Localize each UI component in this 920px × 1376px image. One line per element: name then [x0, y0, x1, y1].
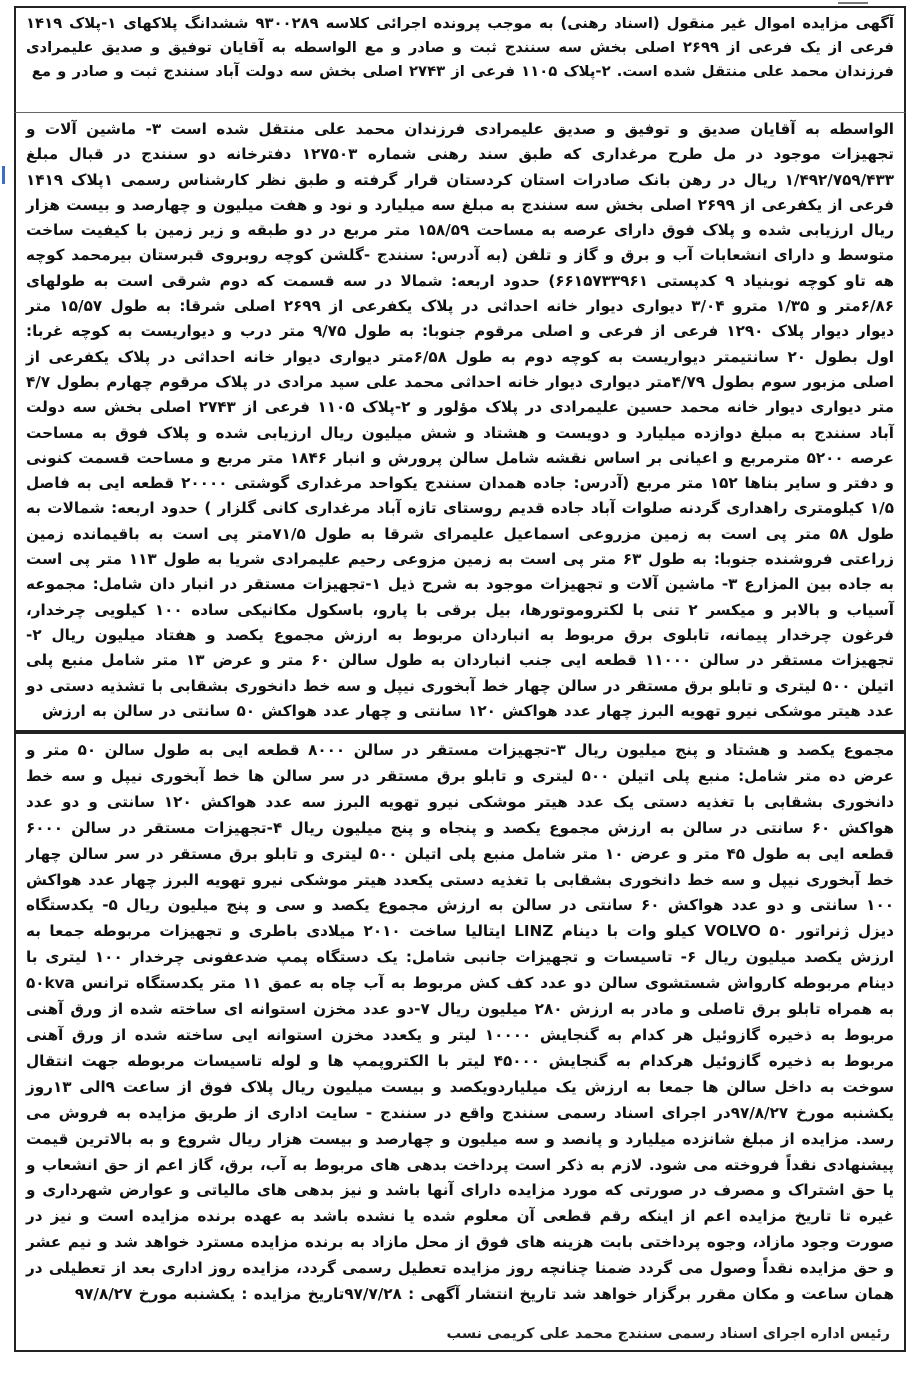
margin-mark	[2, 166, 11, 184]
notice-page	[14, 6, 906, 1370]
notice-body-block	[14, 112, 906, 732]
notice-body-paragraph: الواسطه به آقایان صدیق و توفیق و صدیق علیمرادی فرزندان محمد علی منتقل شده است ۳- ماشین آلات و تجهیزات موجود در مل طرح مرغداری که طبق سند رهنی شماره ۱۲۷۵۰۳ دفترخانه دو سنندج در قبال مبلغ ۱/۴۹۲/۷۵۹/۴۳۳ ریال در رهن بانک صادرات استان کردستان قرار گرفته و طبق نظر کارشناس رسمی ۱پلاک ۱۴۱۹ فرعی از یکفرعی از ۲۶۹۹ اصلی بخش سه سنندج به مبلغ سه میلیارد و نود و هفت میلیون و چهارصد و بیست هزار ریال ارزیابی شده و پلاک فوق دارای عرصه به مساحت ۱۵۸/۵۹ متر مربع در دو طبقه و زیر زمین با کیفیت ساخت متوسط و دارای انشعابات آب و برق و گاز و تلفن (به آدرس: سنندج -گلشن کوچه روبروی قبرستان بیرمحمد کوچه هه تاو کوچه نوبنیاد ۹ کدپستی ۶۶۱۵۷۳۳۹۶۱) حدود اربعه: شمالا در سه قسمت که دوم شرقی است به طولهای ۶/۸۶متر و ۱/۳۵ مترو ۳/۰۴ دیواری دیوار خانه احداثی در پلاک یکفرعی از ۲۶۹۹ اصلی شرقا: به طول ۱۵/۵۷ متر دیوار دیوار پلاک ۱۲۹۰ فرعی از فرعی و اصلی مرقوم جنوبا: به طول ۹/۷۵ متر درب و دیواریست به کوچه غربا: اول بطول ۲۰ سانتیمتر دیواریست به کوچه دوم به طول ۶/۵۸متر دیواری دیوار خانه احداثی در پلاک یکفرعی از اصلی مزبور سوم بطول ۴/۷۹متر دیواری دیوار خانه احداثی محمد علی سید مرادی در پلاک مرقوم چهارم بطول ۴/۷ متر دیواری دیوار خانه محمد حسین علیمرادی در پلاک مؤلور و ۲-پلاک ۱۱۰۵ فرعی از ۲۷۴۳ اصلی بخش سه دولت آباد سنندج به مبلغ دوازده میلیارد و دویست و هشتاد و شش میلیون ریال ارزیابی شده و پلاک فوق به مساحت عرصه ۵۲۰۰ مترمربع و اعیانی بر اساس نقشه شامل سالن پرورش و انبار ۱۸۴۶ متر مربع و مساحت قسمت کنونی و دفتر و سایر بناها ۱۵۲ متر مربع (آدرس: جاده همدان سنندج یکواحد مرغداری گوشتی ۲۰۰۰۰ قطعه ایی به فاصل ۱/۵ کیلومتری راهداری گردنه صلوات آباد جاده قدیم روستای تازه آباد مرغداری کانی گلزار ) حدود اربعه: شمالات به طول ۵۸ متر پی است به زمین مزروعی اسماعیل علیمرای شرقا به طول ۷۱/۵متر پی است به باقیمانده زمین زراعتی فروشنده جنوبا: به طول ۶۳ متر پی است به زمین مزوعی رحیم علیمرادی شریا به طول ۱۱۳ متر پی است به جاده بین المزارع ۳- ماشین آلات و تجهیزات موجود به شرح ذیل ۱-تجهیزات مستقر در انبار دان شامل: مجموعه آسیاب و بالابر و میکسر ۲ تنی با لکتروموتورها، بیل برقی با پارو، باسکول مکانیکی ساده ۱۰۰ کیلویی چرخدار، فرغون چرخدار پیمانه، تابلوی برق مربوط به انباردان مربوط به ارزش مجموع یکصد و هفتاد میلیون ریال ۲-تجهیزات مستقر در سالن ۱۱۰۰۰ قطعه ایی جنب انباردان به طول سالن ۶۰ متر و عرض ۱۳ متر شامل منبع پلی اتیلن ۵۰۰ لیتری و تابلو برق مستقر در سالن چهار خط آبخوری نیپل و سه خط دانخوری بشقابی با تشذیه دستی دو عدد هیتر موشکی نیرو تهویه البرز چهار عدد هواکش ۱۲۰ سانتی و چهار عدد هواکش ۵۰ سانتی در سالن به ارزش	[26, 120, 895, 720]
notice-closing-block	[14, 732, 906, 1352]
notice-header-block	[14, 6, 906, 112]
notice-signature: رئیس اداره اجرای اسناد رسمی سنندج محمد علی کریمی نسب	[446, 1326, 890, 1342]
notice-closing-paragraph: مجموع یکصد و هشتاد و پنج میلیون ریال ۳-تجهیزات مستقر در سالن ۸۰۰۰ قطعه ایی به طول سالن ۵۰ متر و عرض ده متر شامل: منبع پلی اتیلن ۵۰۰ لیتری و تابلو برق مستقر در سر سالن ها خط آبخوری نیپل و سه خط دانخوری بشقابی با تغذیه دستی یک عدد هیتر موشکی نیرو تهویه البرز سه عدد هواکش ۱۲۰ سانتی و دو عدد هواکش ۶۰ سانتی در سالن به ارزش مجموع یکصد و پنجاه و پنج میلیون ریال ۴-تجهیزات مستقر در سالن ۶۰۰۰ قطعه ایی به طول ۴۵ متر و عرض ۱۰ متر شامل منبع پلی اتیلن ۵۰۰ لیتری و تابلو برق مستقر در سر سالن چهار خط آبخوری نیپل و سه خط دانخوری بشقابی با تغذیه دستی یکعدد هیتر موشکی نیرو تهویه البرز چهار عدد هواکش ۱۰۰ سانتی و دو عدد هواکش ۶۰ سانتی در سالن به ارزش مجموع یکصد و سی و پنج میلیون ریال ۵- یکدستگاه دیزل ژنراتور VOLVO ۵۰ کیلو وات با دینام LINZ ایتالیا ساخت ۲۰۱۰ میلادی باطری و تجهیزات مربوطه جمعا به ارزش یکصد میلیون ریال ۶- تاسیسات و تجهیزات جانبی شامل: یک دستگاه پمپ ضدعفونی چرخدار ۱۰۰ لیتری با دینام مربوطه کارواش شستشوی سالن دو عدد کف کش مربوط به آب چاه به عمق ۱۱ متر یکدستگاه ترانس ۵۰kva به همراه تابلو برق تاصلی و مادر به ارزش ۲۸۰ میلیون ریال ۷-دو عدد مخزن استوانه ای ساخته شده از ورق آهنی مربوط به ذخیره گازوئیل هر کدام به گنجایش ۱۰۰۰۰ لیتر و یکعدد مخزن استوانه ایی ساخته شده از ورق آهنی مربوط به ذخیره گازوئیل هرکدام به گنجایش ۴۵۰۰۰ لیتر با الکتروپمپ ها و لوله تاسیسات مربوطه جهت انتقال سوخت به داخل سالن ها جمعا به ارزش یک میلیاردویکصد و بیست میلیون ریال پلاک فوق از ساعت ۹الی ۱۳روز یکشنبه مورخ ۹۷/۸/۲۷در اجرای اسناد رسمی سنندج واقع در سنندج - سایت اداری از طریق مزایده به فروش می رسد. مزایده از مبلغ شانزده میلیارد و پانصد و سه میلیون و چهارصد و بیست هزار ریال شروع و به بالاترین قیمت پیشنهادی نقداً فروخته می شود. لازم به ذکر است پرداخت بدهی های مربوط به آب، برق، گاز اعم از حق انشعاب و یا حق اشتراک و مصرف در صورتی که مورد مزایده دارای آنها باشد و نیز بدهی های مالیاتی و عوارض شهرداری و غیره تا تاریخ مزایده اعم از اینکه رقم قطعی آن معلوم شده یا نشده باشد به عهده برنده مزایده است و نیز در صورت وجود مازاد، وجوه پرداختی بابت هزینه های فوق از محل مازاد به برنده مزایده مسترد خواهد شد و نیم عشر و حق مزایده نقداً وصول می گردد ضمنا چنانچه روز مزایده تعطیل رسمی گردد، مزایده روز اداری بعد از تعطیلی در همان ساعت و مکان مقرر برگزار خواهد شد تاریخ انتشار آگهی : ۹۷/۷/۲۸تاریخ مزایده : یکشنبه مورخ ۹۷/۸/۲۷	[26, 741, 895, 1304]
notice-intro-paragraph: آگهی مزایده اموال غیر منقول (اسناد رهنی) به موجب پرونده اجرائی کلاسه ۹۳۰۰۲۸۹ ششدانگ پلاکهای ۱-پلاک ۱۴۱۹ فرعی از یک فرعی از ۲۶۹۹ اصلی بخش سه سنندج ثبت و صادر و مع الواسطه به آقایان توفیق و صدیق علیمرادی فرزندان محمد علی منتقل شده است. ۲-پلاک ۱۱۰۵ فرعی از ۲۷۴۳ اصلی بخش سه دولت آباد سنندج ثبت و صادر و مع	[26, 15, 895, 81]
